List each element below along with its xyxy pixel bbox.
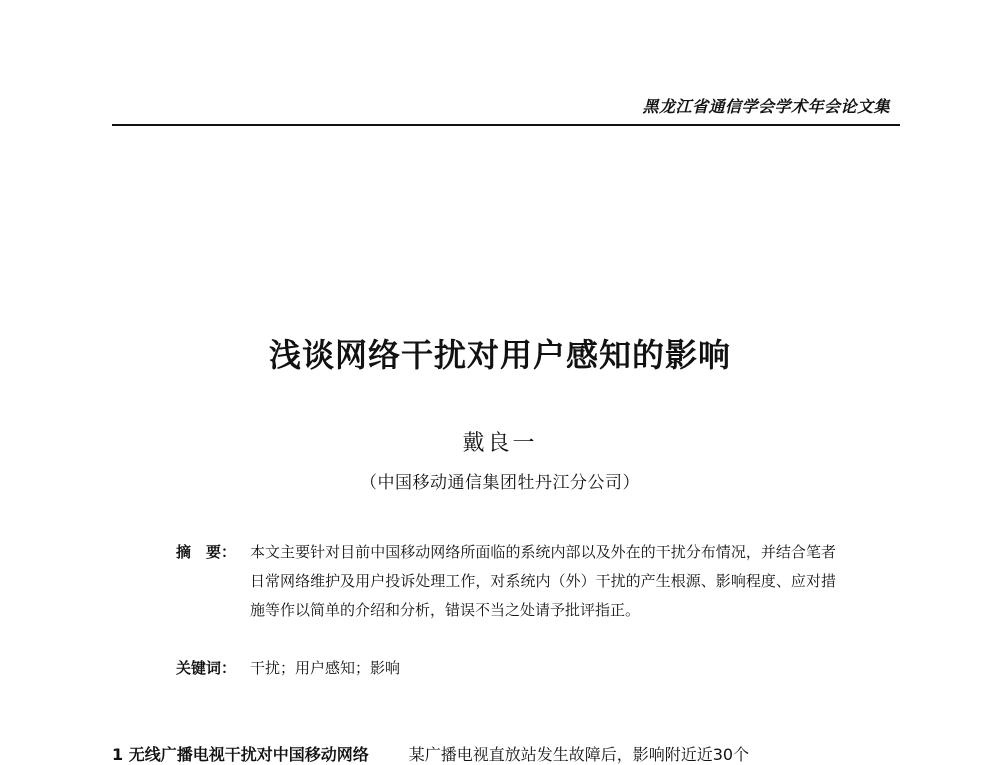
- abstract: [176, 538, 836, 625]
- author-affiliation: （中国移动通信集团牡丹江分公司）: [360, 473, 640, 493]
- section-heading: [112, 742, 912, 765]
- author-name: 戴良一: [462, 431, 538, 456]
- section-1-heading: 1 无线广播电视干扰对中国移动网络: [112, 745, 369, 764]
- keywords-label: 关键词：: [176, 659, 237, 677]
- section-1-text: 某广播电视直放站发生故障后，影响附近近30个: [408, 745, 750, 764]
- keywords: [176, 654, 400, 683]
- header-rule: [112, 124, 900, 126]
- keywords-text: 干扰；用户感知；影响: [250, 659, 401, 677]
- abstract-label: 摘 要：: [176, 543, 237, 561]
- paper-title: 浅谈网络干扰对用户感知的影响: [268, 336, 731, 374]
- abstract-text: 本文主要针对目前中国移动网络所面临的系统内部以及外在的干扰分布情况，并结合笔者日常网络维护及用户投诉处理工作，对系统内（外）干扰的产生根源、影响程度、应对措施等作以简单的介绍和分析，错误不当之处请予批评指正。: [250, 543, 836, 619]
- journal-header: 黑龙江省通信学会学术年会论文集: [642, 97, 890, 116]
